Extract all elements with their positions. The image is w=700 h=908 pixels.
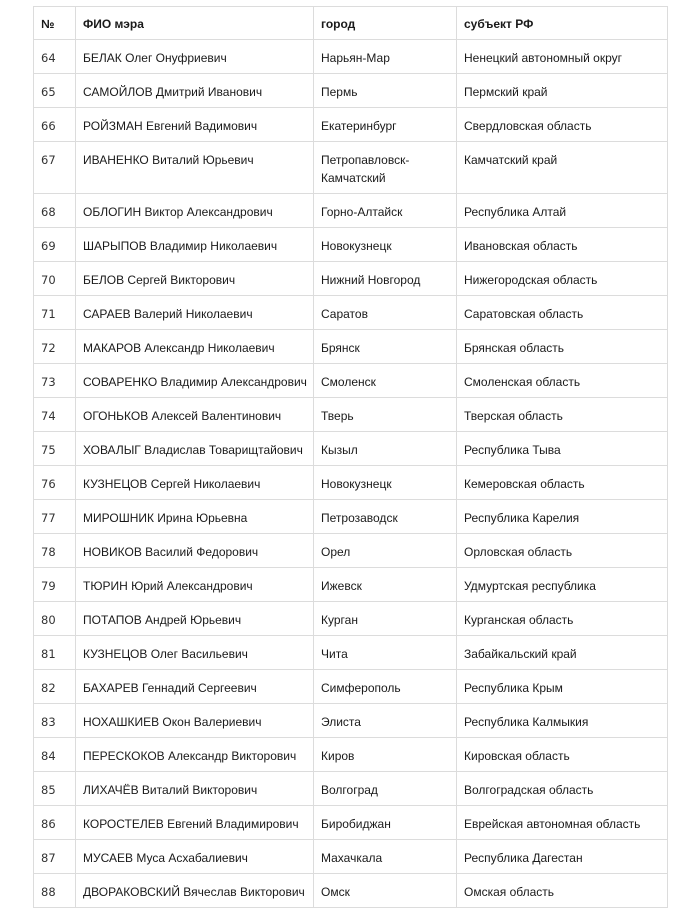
cell-number: 79 [34,568,76,602]
cell-number: 83 [34,704,76,738]
cell-city: Киров [314,738,457,772]
table-row [34,108,668,142]
table-row [34,142,668,194]
cell-mayor-name: САМОЙЛОВ Дмитрий Иванович [76,74,314,108]
table-row [34,840,668,874]
cell-mayor-name: ОГОНЬКОВ Алексей Валентинович [76,398,314,432]
cell-city: Новокузнецк [314,228,457,262]
header-mayor-name: ФИО мэра [76,7,314,40]
cell-region: Кемеровская область [457,466,668,500]
cell-mayor-name: НОВИКОВ Василий Федорович [76,534,314,568]
cell-city: Екатеринбург [314,108,457,142]
table-row [34,704,668,738]
cell-number: 66 [34,108,76,142]
cell-mayor-name: ДВОРАКОВСКИЙ Вячеслав Викторович [76,874,314,908]
cell-mayor-name: КУЗНЕЦОВ Олег Васильевич [76,636,314,670]
table-row [34,806,668,840]
table-row [34,74,668,108]
cell-city: Новокузнецк [314,466,457,500]
table-header [34,7,668,40]
cell-region: Орловская область [457,534,668,568]
cell-number: 74 [34,398,76,432]
cell-mayor-name: ЛИХАЧЁВ Виталий Викторович [76,772,314,806]
cell-region: Камчатский край [457,142,668,194]
cell-city: Петропавловск-Камчатский [314,142,457,194]
cell-region: Ивановская область [457,228,668,262]
cell-number: 73 [34,364,76,398]
cell-mayor-name: ПЕРЕСКОКОВ Александр Викторович [76,738,314,772]
cell-city: Махачкала [314,840,457,874]
cell-mayor-name: БЕЛОВ Сергей Викторович [76,262,314,296]
cell-mayor-name: ОБЛОГИН Виктор Александрович [76,194,314,228]
cell-number: 80 [34,602,76,636]
table-row [34,738,668,772]
cell-city: Тверь [314,398,457,432]
cell-mayor-name: МУСАЕВ Муса Асхабалиевич [76,840,314,874]
cell-number: 84 [34,738,76,772]
cell-city: Омск [314,874,457,908]
table-row [34,874,668,908]
cell-city: Пермь [314,74,457,108]
header-region: субъект РФ [457,7,668,40]
cell-mayor-name: ПОТАПОВ Андрей Юрьевич [76,602,314,636]
cell-region: Смоленская область [457,364,668,398]
cell-number: 86 [34,806,76,840]
cell-number: 68 [34,194,76,228]
cell-region: Пермский край [457,74,668,108]
cell-mayor-name: ИВАНЕНКО Виталий Юрьевич [76,142,314,194]
cell-city: Орел [314,534,457,568]
cell-city: Нарьян-Мар [314,40,457,74]
cell-region: Забайкальский край [457,636,668,670]
cell-region: Свердловская область [457,108,668,142]
cell-number: 69 [34,228,76,262]
cell-region: Волгоградская область [457,772,668,806]
cell-number: 76 [34,466,76,500]
cell-number: 70 [34,262,76,296]
cell-region: Республика Калмыкия [457,704,668,738]
header-number: № [34,7,76,40]
cell-region: Республика Крым [457,670,668,704]
table-row [34,432,668,466]
cell-city: Горно-Алтайск [314,194,457,228]
cell-city: Симферополь [314,670,457,704]
table-row [34,670,668,704]
table-row [34,40,668,74]
cell-city: Петрозаводск [314,500,457,534]
cell-city: Брянск [314,330,457,364]
cell-region: Тверская область [457,398,668,432]
cell-region: Омская область [457,874,668,908]
table-row [34,398,668,432]
cell-mayor-name: РОЙЗМАН Евгений Вадимович [76,108,314,142]
cell-number: 88 [34,874,76,908]
cell-mayor-name: КУЗНЕЦОВ Сергей Николаевич [76,466,314,500]
table-row [34,262,668,296]
table-row [34,636,668,670]
table-row [34,296,668,330]
cell-number: 64 [34,40,76,74]
cell-mayor-name: НОХАШКИЕВ Окон Валериевич [76,704,314,738]
cell-mayor-name: МАКАРОВ Александр Николаевич [76,330,314,364]
cell-city: Элиста [314,704,457,738]
cell-region: Удмуртская республика [457,568,668,602]
cell-mayor-name: СОВАРЕНКО Владимир Александрович [76,364,314,398]
cell-number: 65 [34,74,76,108]
cell-city: Чита [314,636,457,670]
cell-region: Ненецкий автономный округ [457,40,668,74]
cell-region: Республика Тыва [457,432,668,466]
cell-mayor-name: МИРОШНИК Ирина Юрьевна [76,500,314,534]
cell-region: Курганская область [457,602,668,636]
cell-number: 82 [34,670,76,704]
cell-region: Нижегородская область [457,262,668,296]
mayors-table-container [33,6,667,908]
table-row [34,466,668,500]
cell-city: Биробиджан [314,806,457,840]
cell-mayor-name: ХОВАЛЫГ Владислав Товарищтайович [76,432,314,466]
header-row [34,7,668,40]
table-row [34,330,668,364]
cell-number: 87 [34,840,76,874]
cell-number: 72 [34,330,76,364]
table-row [34,602,668,636]
cell-region: Республика Карелия [457,500,668,534]
cell-number: 85 [34,772,76,806]
mayors-table [33,6,668,908]
cell-mayor-name: БАХАРЕВ Геннадий Сергеевич [76,670,314,704]
cell-region: Республика Алтай [457,194,668,228]
cell-city: Саратов [314,296,457,330]
cell-number: 78 [34,534,76,568]
cell-mayor-name: САРАЕВ Валерий Николаевич [76,296,314,330]
cell-city: Ижевск [314,568,457,602]
cell-number: 77 [34,500,76,534]
table-row [34,194,668,228]
table-row [34,568,668,602]
header-city: город [314,7,457,40]
cell-city: Курган [314,602,457,636]
table-row [34,228,668,262]
cell-region: Еврейская автономная область [457,806,668,840]
cell-number: 81 [34,636,76,670]
table-row [34,772,668,806]
cell-mayor-name: ШАРЫПОВ Владимир Николаевич [76,228,314,262]
table-body [34,40,668,908]
cell-number: 67 [34,142,76,194]
table-row [34,500,668,534]
cell-region: Республика Дагестан [457,840,668,874]
cell-region: Кировская область [457,738,668,772]
table-row [34,534,668,568]
cell-region: Брянская область [457,330,668,364]
cell-city: Волгоград [314,772,457,806]
cell-region: Саратовская область [457,296,668,330]
cell-city: Нижний Новгород [314,262,457,296]
cell-city: Кызыл [314,432,457,466]
cell-number: 71 [34,296,76,330]
table-row [34,364,668,398]
cell-mayor-name: БЕЛАК Олег Онуфриевич [76,40,314,74]
cell-city: Смоленск [314,364,457,398]
cell-mayor-name: КОРОСТЕЛЕВ Евгений Владимирович [76,806,314,840]
cell-mayor-name: ТЮРИН Юрий Александрович [76,568,314,602]
cell-number: 75 [34,432,76,466]
